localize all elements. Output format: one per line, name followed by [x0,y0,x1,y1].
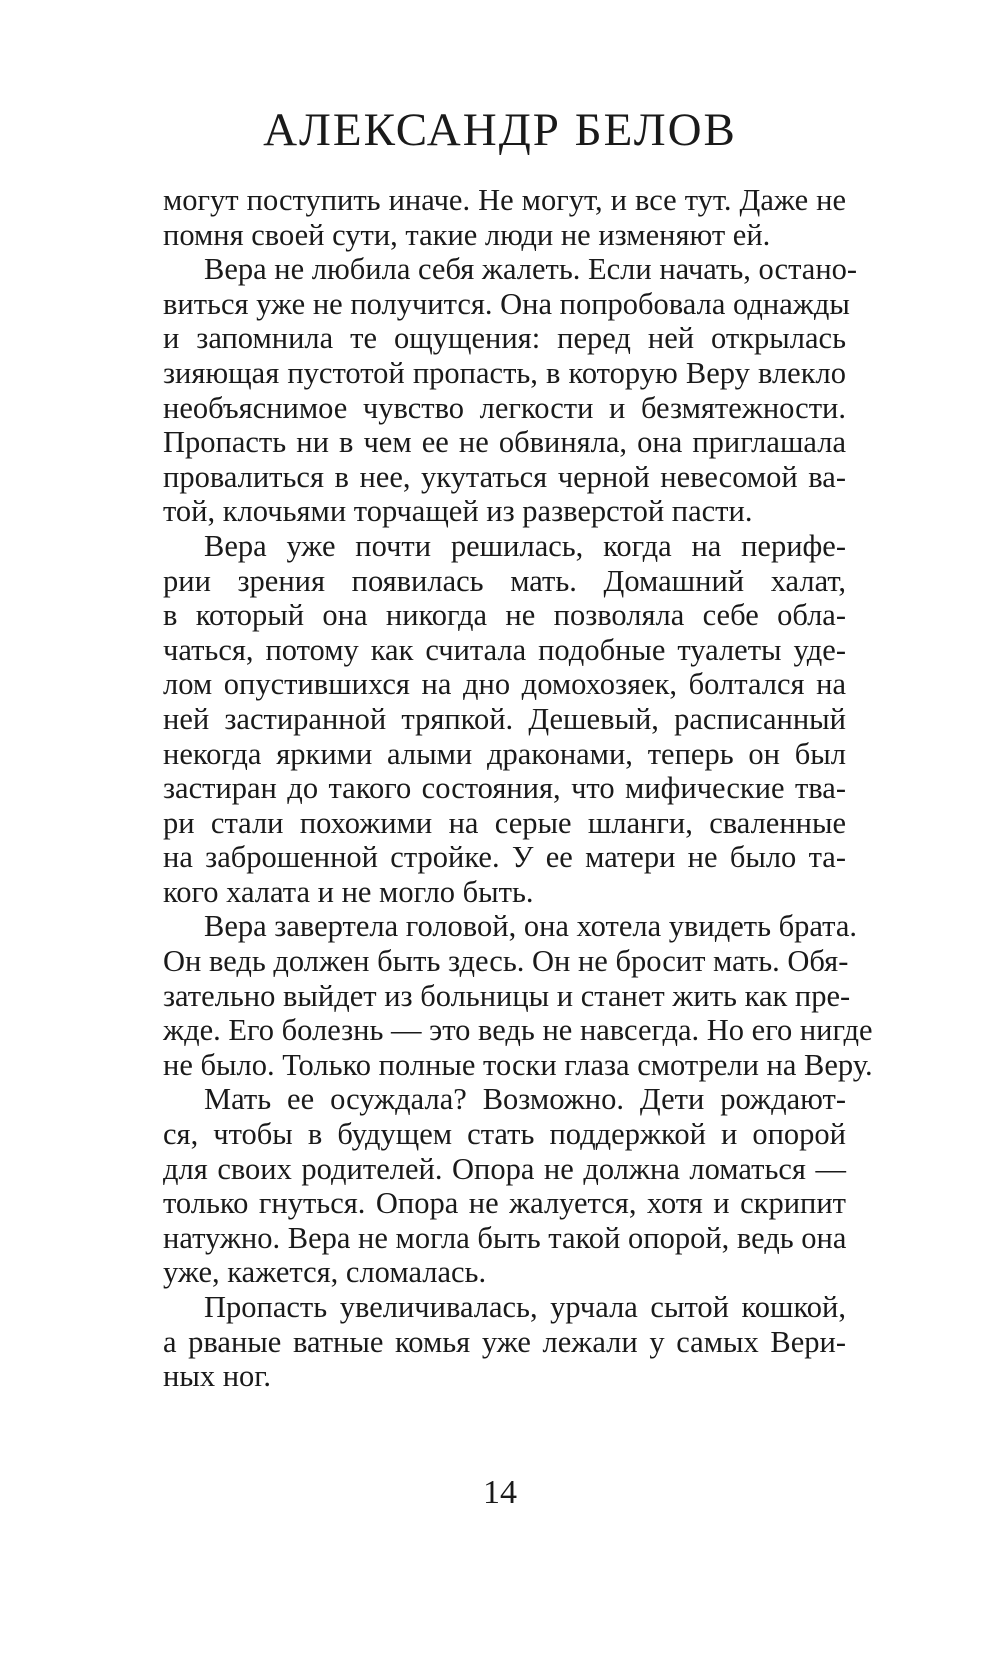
text-line: на заброшенной стройке. У ее матери не было та- [163,840,846,875]
text-line: зияющая пустотой пропасть, в которую Веру влекло [163,355,846,390]
text-line: и запомнила те ощущения: перед ней открылась [163,321,846,356]
text-line: ных ног. [163,1359,271,1394]
text-line: натужно. Вера не могла быть такой опорой, ведь она [163,1220,847,1255]
text-line: Он ведь должен быть здесь. Он не бросит мать. Обя- [163,944,849,979]
text-line: Вера не любила себя жалеть. Если начать, остано- [204,252,858,287]
text-line: ся, чтобы в будущем стать поддержкой и опорой [163,1117,846,1152]
text-line: для своих родителей. Опора не должна ломаться — [163,1151,846,1186]
text-line: помня своей сути, такие люди не изменяют ей. [163,217,771,252]
text-line: Мать ее осуждала? Возможно. Дети рождают- [204,1082,846,1117]
page-number: 14 [483,1474,517,1511]
text-line: зательно выйдет из больницы и станет жить как пре- [163,978,851,1013]
text-line: а рваные ватные комья уже лежали у самых Вери- [163,1324,846,1359]
text-line: только гнуться. Опора не жалуется, хотя и скрипит [163,1186,846,1221]
text-line: рии зрения появилась мать. Домашний халат, [163,563,846,598]
text-line: могут поступить иначе. Не могут, и все тут. Даже не [163,183,846,217]
body-text [163,183,873,1394]
text-line: лом опустившихся на дно домохозяек, болтался на [163,667,846,702]
text-line: застиран до такого состояния, что мифические тва- [163,771,846,806]
text-line: Вера уже почти решилась, когда на перифе- [204,528,846,563]
text-line: чаться, потому как считала подобные туалеты уде- [163,632,846,667]
text-line: виться уже не получится. Она попробовала однажды [163,286,850,321]
text-line: в который она никогда не позволяла себе обла- [163,598,846,633]
text-line: Вера завертела головой, она хотела увидеть брата. [204,909,858,944]
text-line: уже, кажется, сломалась. [163,1255,487,1290]
text-line: кого халата и не могло быть. [163,874,534,909]
text-line: провалиться в нее, укутаться черной невесомой ва- [163,459,846,494]
text-line: той, клочьями торчащей из разверстой пасти. [163,494,753,529]
text-line: необъяснимое чувство легкости и безмятежности. [163,390,846,425]
text-line: жде. Его болезнь — это ведь не навсегда. Но его нигде [163,1013,873,1048]
running-head-author: АЛЕКСАНДР БЕЛОВ [263,104,737,156]
text-line: Пропасть увеличивалась, урчала сытой кошкой, [204,1290,846,1324]
text-line: не было. Только полные тоски глаза смотрели на Веру. [163,1047,873,1082]
text-line: ри стали похожими на серые шланги, сваленные [163,805,846,840]
text-line: Пропасть ни в чем ее не обвиняла, она приглашала [163,425,846,460]
text-line: некогда яркими алыми драконами, теперь он был [163,736,846,771]
text-line: ней застиранной тряпкой. Дешевый, расписанный [163,701,846,736]
